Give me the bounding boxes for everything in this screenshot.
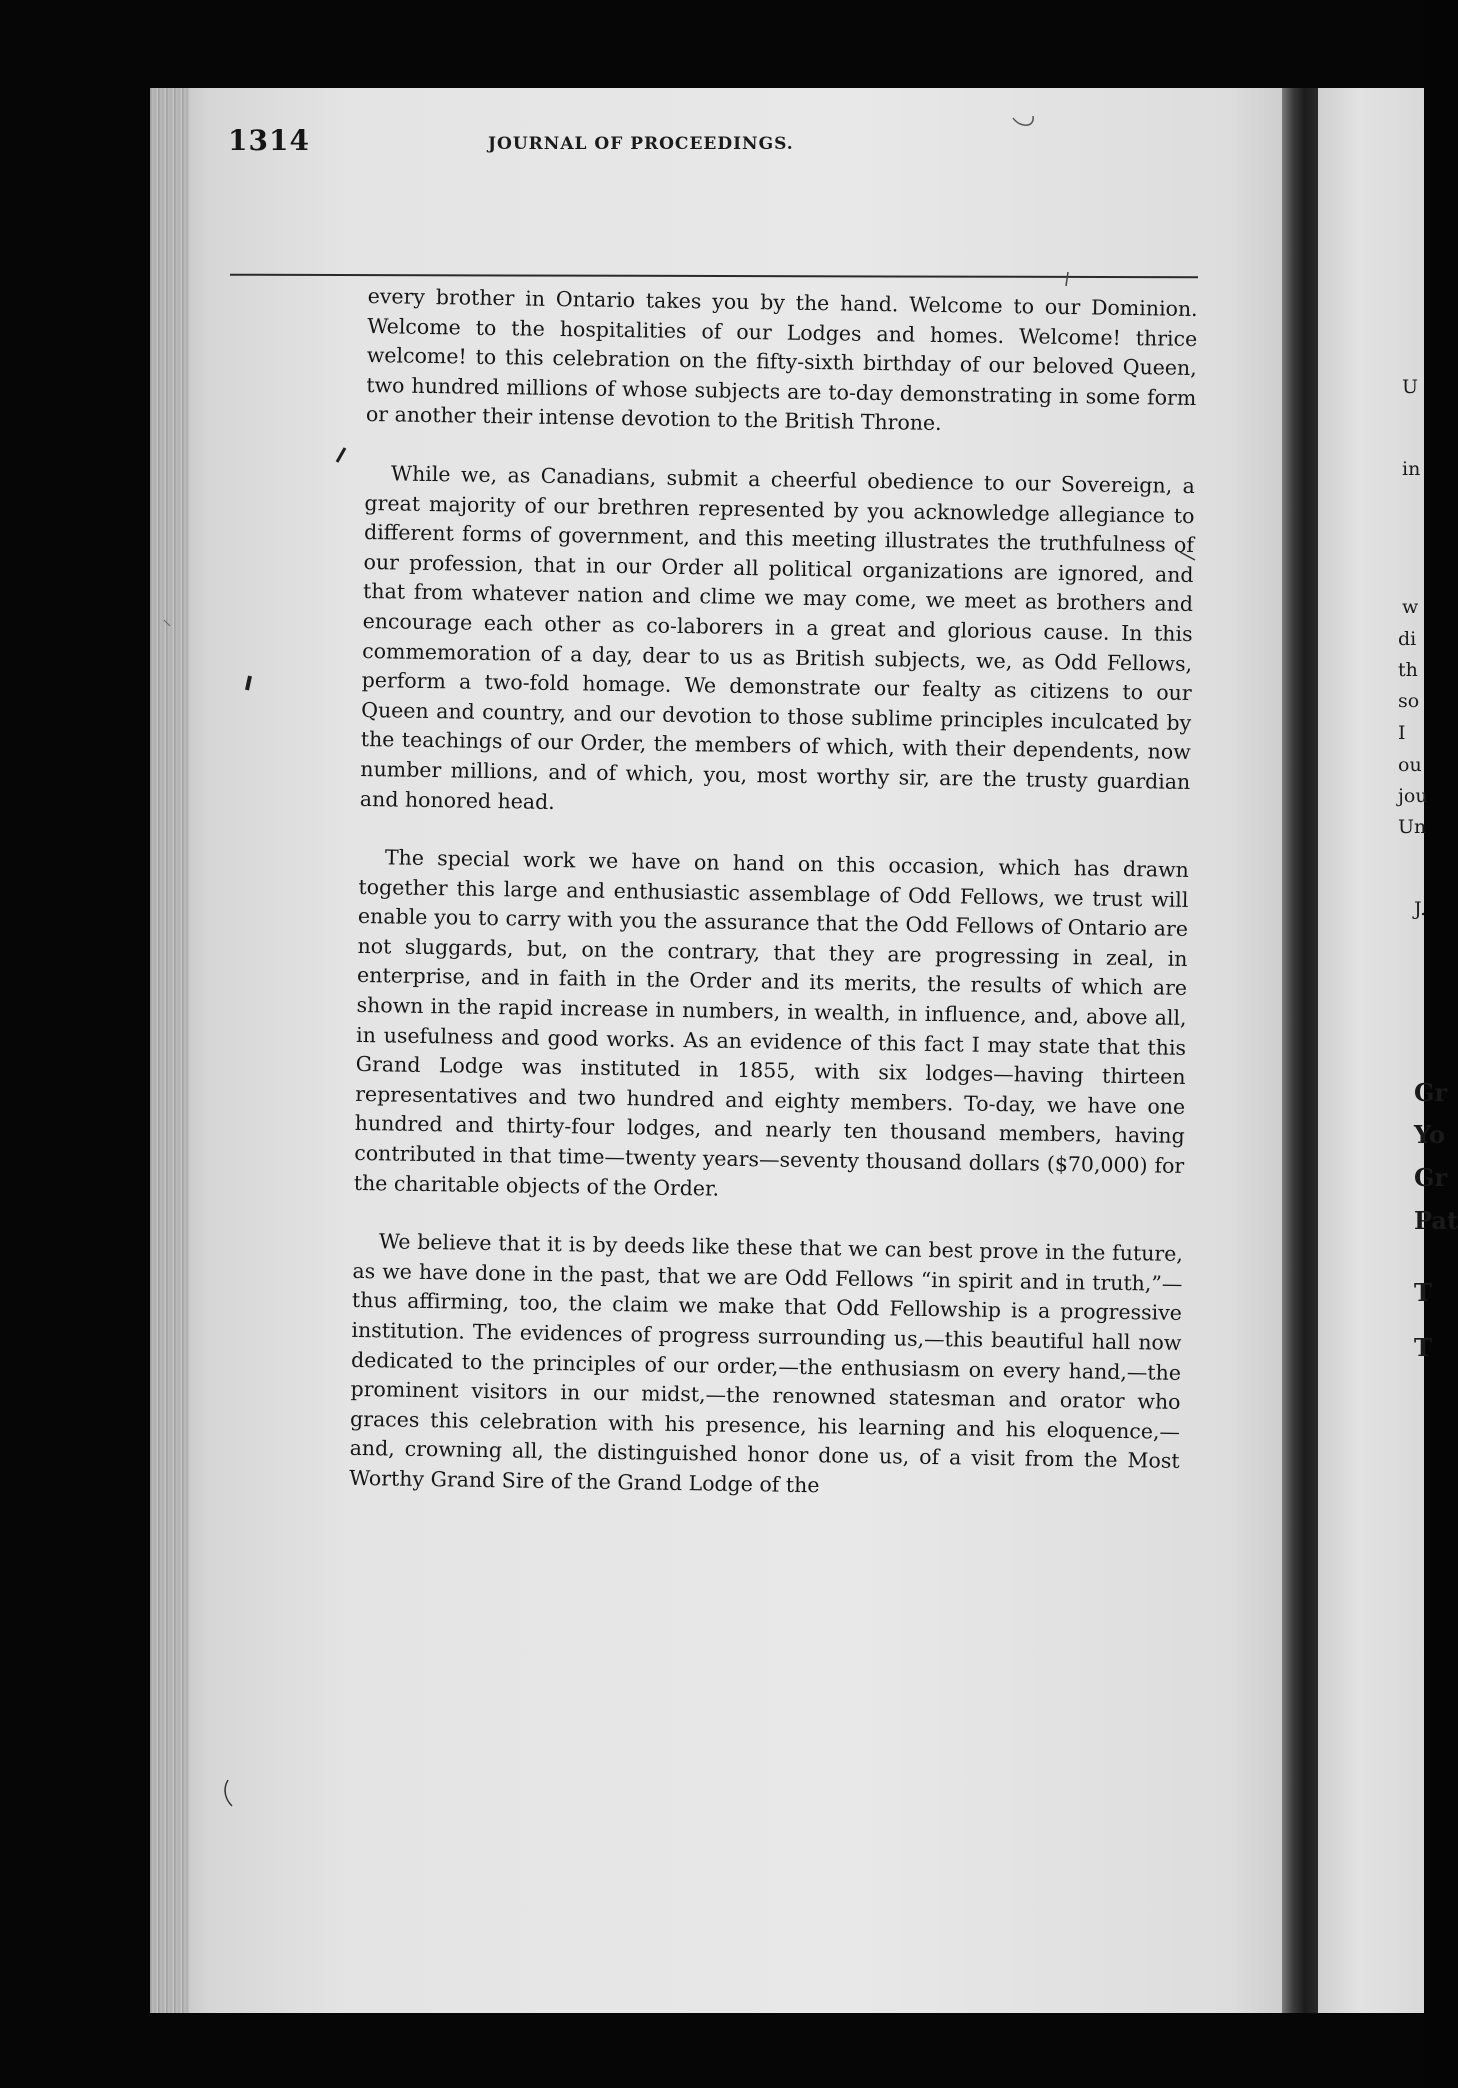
adjacent-fragment: w: [1402, 596, 1419, 618]
adjacent-fragment: Un: [1398, 816, 1427, 838]
adjacent-fragment: Pat: [1414, 1206, 1458, 1235]
book-gutter: [1282, 88, 1320, 2013]
adjacent-fragment: so: [1398, 690, 1420, 712]
page-header: [228, 124, 1198, 168]
running-head: JOURNAL OF PROCEEDINGS.: [488, 134, 794, 154]
adjacent-fragment: T: [1414, 1278, 1432, 1307]
adjacent-page-edge: [1318, 88, 1458, 2013]
page-number: 1314: [228, 124, 310, 157]
paragraph: We believe that it is by deeds like these that we can best prove in the future, as we have done in the past, that we are Odd Fellows “in spirit and in truth,”—thus affirming, too, the claim we make that Odd Fellowship is a progressive institution. The evidences of progress surrounding us,—this beautiful hall now dedicated to the principles of our order,—the enthusiasm on every hand,—the prominent visitors in our midst,—the renowned statesman and orator who graces this celebration with his presence, his learning and his eloquence,—and, crowning all, the distinguished honor done us, of a visit from the Most Worthy Grand Sire of the Grand Lodge of the: [349, 1229, 1184, 1498]
adjacent-fragment: in: [1402, 458, 1421, 480]
adjacent-fragment: T: [1414, 1333, 1432, 1362]
adjacent-fragment: ou: [1398, 754, 1422, 776]
adjacent-fragment: J.: [1414, 898, 1427, 920]
adjacent-fragment: Gr: [1414, 1163, 1448, 1192]
adjacent-fragment: th: [1398, 659, 1418, 681]
page-body: [349, 282, 1198, 1506]
adjacent-fragment: Yo: [1414, 1120, 1446, 1149]
paragraph: every brother in Ontario takes you by the hand. Welcome to our Dominion. Welcome to the hospitalities of our Lodges and homes. Welcome! thrice welcome! to this celebration on the fifty-sixth birthday of our beloved Queen, two hundred millions of whose subjects are to-day demonstrating in some form or another their intense devotion to the British Throne.: [365, 283, 1198, 436]
adjacent-fragment: jou: [1398, 785, 1428, 807]
paragraph: While we, as Canadians, submit a cheerful obedience to our Sovereign, a great majority of our brethren represented by you acknowledge allegiance to different forms of government, and this meeting illustrates the truthfulness of our profession, that in our Order all political organizations are ignored, and that from whatever nation and clime we may come, we meet as brothers and encourage each other as co-laborers in a great and glorious cause. In this commemoration of a day, dear to us as British subjects, we, as Odd Fellows, perform a two-fold homage. We demonstrate our fealty as citizens to our Queen and country, and our devotion to those sublime principles inculcated by the teachings of our Order, the members of which, with their dependents, now number millions, and of which, you, most worthy sir, are the trusty guardian and honored head.: [359, 461, 1196, 814]
adjacent-fragment: Gr: [1414, 1078, 1448, 1107]
adjacent-fragment: U: [1402, 376, 1419, 398]
adjacent-fragment: I: [1398, 722, 1406, 744]
adjacent-fragment: di: [1398, 628, 1417, 650]
paragraph: The special work we have on hand on this occasion, which has drawn together this large and enthusiastic assemblage of Odd Fellows, we trust will enable you to carry with you the assurance that the Odd Fellows of Ontario are not sluggards, but, on the contrary, that they are progressing in zeal, in enterprise, and in faith in the Order and its merits, the results of which are shown in the rapid increase in numbers, in wealth, in influence, and, above all, in usefulness and good works. As an evidence of this fact I may state that this Grand Lodge was instituted in 1855, with six lodges—having thirteen representatives and two hundred and eighty members. To-day, we have one hundred and thirty-four lodges, and nearly ten thousand members, having contributed in that time—twenty years—seventy thousand dollars ($70,000) for the charitable objects of the Order.: [353, 845, 1190, 1201]
